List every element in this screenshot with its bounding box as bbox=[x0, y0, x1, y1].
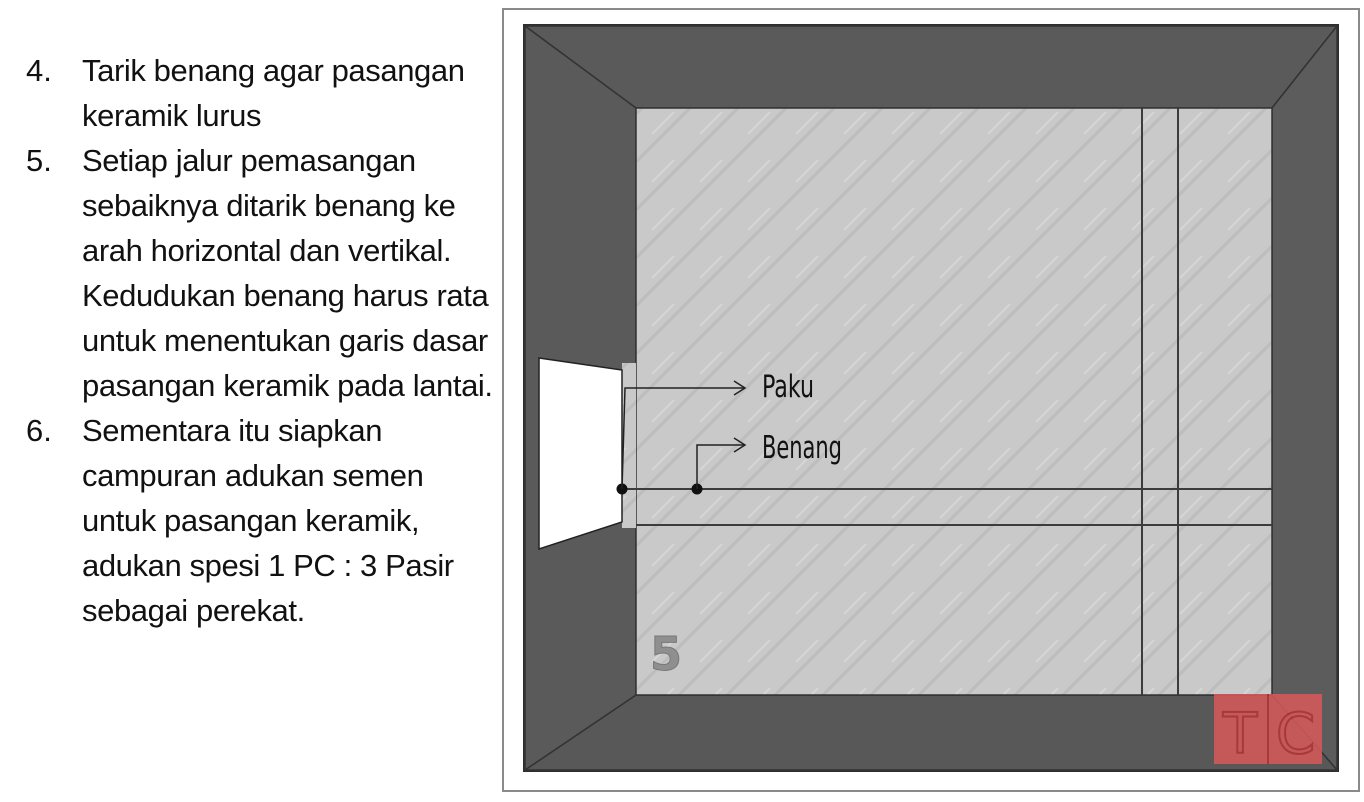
wall-right bbox=[1272, 26, 1337, 770]
step-text: Setiap jalur pemasangan sebaiknya ditarik benang ke arah horizontal dan vertikal. Kedudukan benang harus rata untuk menentukan garis dasar pasangan keramik pada lantai. bbox=[82, 143, 493, 403]
logo-letter-c: C bbox=[1276, 702, 1316, 767]
nail-label: Paku bbox=[762, 369, 814, 405]
instruction-list bbox=[26, 48, 496, 633]
step-text: Sementara itu siapkan campuran adukan semen untuk pasangan keramik, adukan spesi 1 PC : 3 Pasir sebagai perekat. bbox=[82, 413, 454, 628]
wall-top bbox=[525, 26, 1337, 108]
instruction-step-6 bbox=[26, 408, 496, 633]
string-label: Benang bbox=[762, 430, 842, 466]
instruction-step-4 bbox=[26, 48, 496, 138]
floor bbox=[636, 108, 1272, 695]
stage-number: 5 bbox=[650, 627, 683, 681]
step-number: 4. bbox=[26, 53, 52, 88]
instruction-step-5 bbox=[26, 138, 496, 408]
door-opening bbox=[539, 358, 622, 549]
logo-letter-t: T bbox=[1223, 702, 1258, 767]
step-number: 5. bbox=[26, 143, 52, 178]
tc-logo bbox=[1214, 694, 1322, 767]
step-number: 6. bbox=[26, 413, 52, 448]
room-floor-diagram bbox=[502, 8, 1360, 792]
floor-plan-svg bbox=[502, 8, 1360, 792]
step-text: Tarik benang agar pasangan keramik lurus bbox=[82, 53, 465, 133]
